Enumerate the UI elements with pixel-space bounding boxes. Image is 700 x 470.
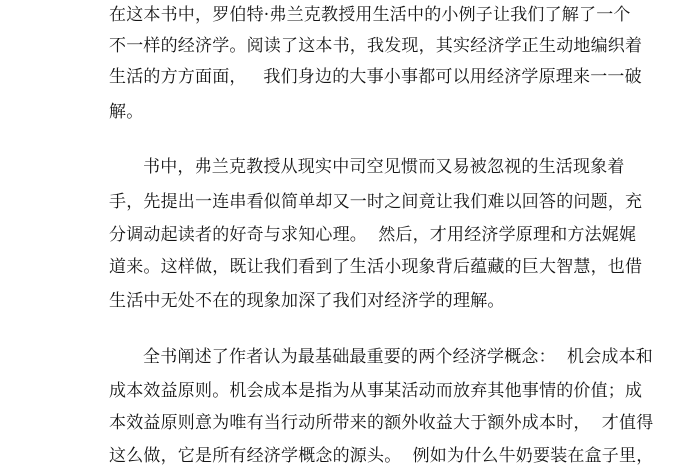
text-line: 不一样的经济学。阅读了这本书，我发现，其实经济学正生动地编织着	[109, 36, 643, 56]
text-line: 生活的方方面面， 我们身边的大事小事都可以用经济学原理来一一破	[109, 67, 642, 87]
text-line: 本效益原则意为唯有当行动所带来的额外收益大于额外成本时， 才值得	[109, 413, 654, 433]
text-line: 全书阐述了作者认为最基础最重要的两个经济学概念： 机会成本和	[143, 347, 654, 367]
text-line: 成本效益原则。机会成本是指为从事某活动而放弃其他事情的价值；成	[109, 381, 643, 401]
text-line: 分调动起读者的好奇与求知心理。 然后，才用经济学原理和方法娓娓	[109, 225, 637, 245]
text-line: 生活中无处不在的现象加深了我们对经济学的理解。	[109, 291, 505, 311]
text-line: 这么做，它是所有经济学概念的源头。 例如为什么牛奶要装在盒子里，	[109, 446, 654, 466]
text-line: 道来。这样做，既让我们看到了生活小现象背后蕴藏的巨大智慧，也借	[109, 257, 643, 277]
text-line: 手，先提出一连串看似简单却又一时之间竟让我们难以回答的问题，充	[109, 192, 643, 212]
text-line: 在这本书中，罗伯特·弗兰克教授用生活中的小例子让我们了解了一个	[109, 5, 631, 25]
text-line: 解。	[109, 102, 144, 122]
text-line: 书中，弗兰克教授从现实中司空见惯而又易被忽视的生活现象着	[143, 157, 625, 177]
